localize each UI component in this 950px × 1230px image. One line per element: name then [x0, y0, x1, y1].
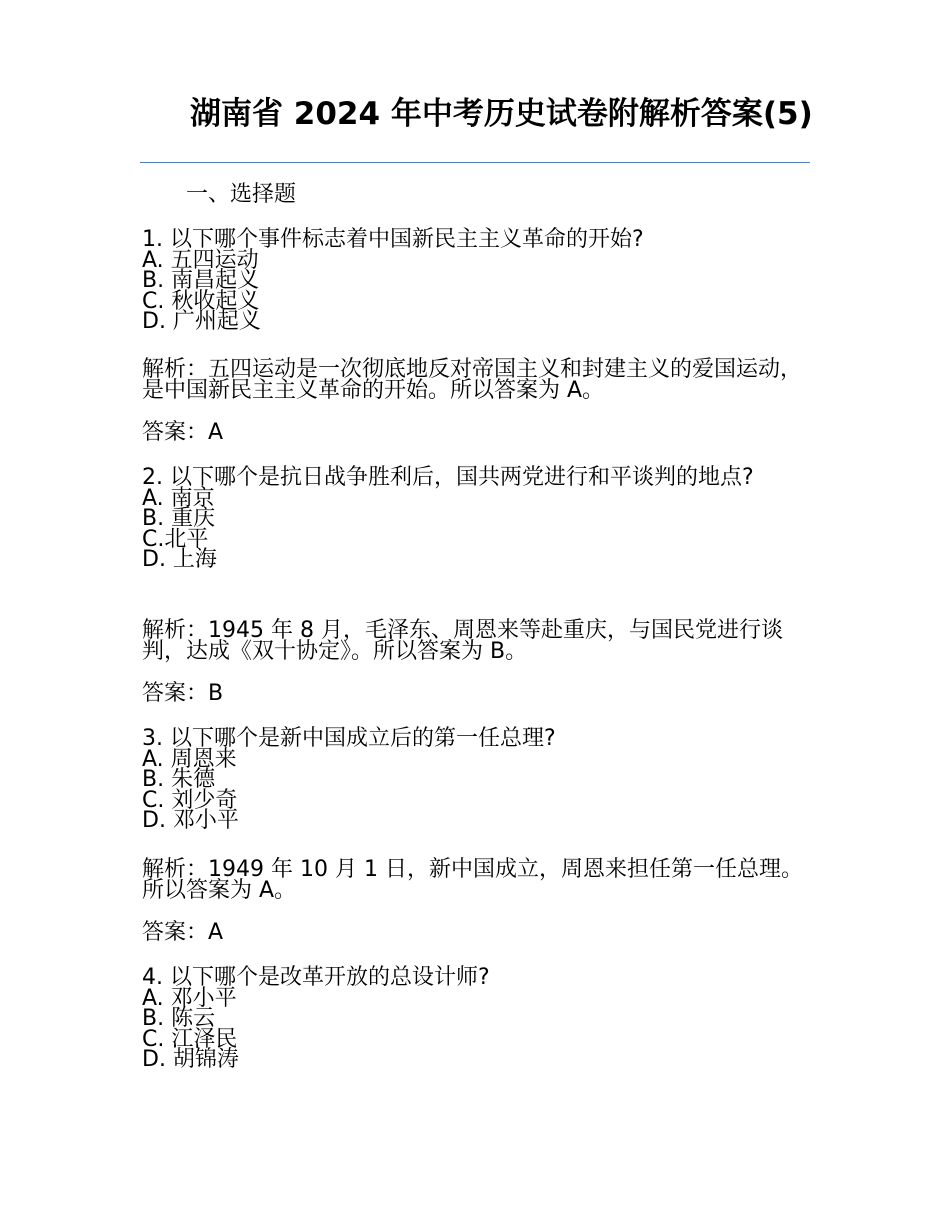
answer-3: 答案：A [142, 920, 224, 945]
option-c: C. 江泽民 [142, 1026, 238, 1052]
question-2 [142, 465, 814, 572]
option-b: B. 陈云 [142, 1006, 216, 1031]
question-3 [142, 726, 814, 833]
answer-2: 答案：B [142, 681, 224, 706]
option-d: D. 邓小平 [142, 808, 239, 833]
option-a: A. 周恩来 [142, 746, 237, 772]
option-c: C.北平 [142, 526, 209, 552]
answer-1: 答案：A [142, 420, 224, 445]
option-c: C. 秋收起义 [142, 288, 260, 314]
option-a: A. 邓小平 [142, 985, 237, 1011]
option-b: B. 朱德 [142, 767, 216, 792]
option-a: A. 南京 [142, 485, 215, 511]
question-text: 4. 以下哪个是改革开放的总设计师? [142, 965, 490, 990]
question-1 [142, 227, 814, 334]
option-b: B. 重庆 [142, 506, 216, 531]
document-title: 湖南省 2024 年中考历史试卷附解析答案(5) [190, 96, 813, 132]
analysis-3: 解析：1949 年 10 月 1 日，新中国成立，周恩来担任第一任总理。所以答案为 A。 [142, 857, 803, 903]
title-area [140, 96, 813, 163]
option-d: D. 上海 [142, 547, 217, 572]
option-c: C. 刘少奇 [142, 787, 238, 813]
question-text: 3. 以下哪个是新中国成立后的第一任总理? [142, 726, 556, 751]
analysis-2: 解析：1945 年 8 月，毛泽东、周恩来等赴重庆，与国民党进行谈判，达成《双十协定》。所以答案为 B。 [142, 618, 783, 664]
option-a: A. 五四运动 [142, 247, 259, 273]
option-d: D. 广州起义 [142, 309, 261, 334]
analysis-1: 解析：五四运动是一次彻底地反对帝国主义和封建主义的爱国运动，是中国新民主主义革命的开始。所以答案为 A。 [142, 357, 803, 403]
question-text: 2. 以下哪个是抗日战争胜利后，国共两党进行和平谈判的地点? [142, 465, 754, 490]
option-d: D. 胡锦涛 [142, 1047, 239, 1072]
option-b: B. 南昌起义 [142, 268, 260, 293]
question-text: 1. 以下哪个事件标志着中国新民主主义革命的开始? [142, 227, 644, 252]
section-heading: 一、选择题 [186, 182, 297, 207]
question-4 [142, 965, 814, 1072]
